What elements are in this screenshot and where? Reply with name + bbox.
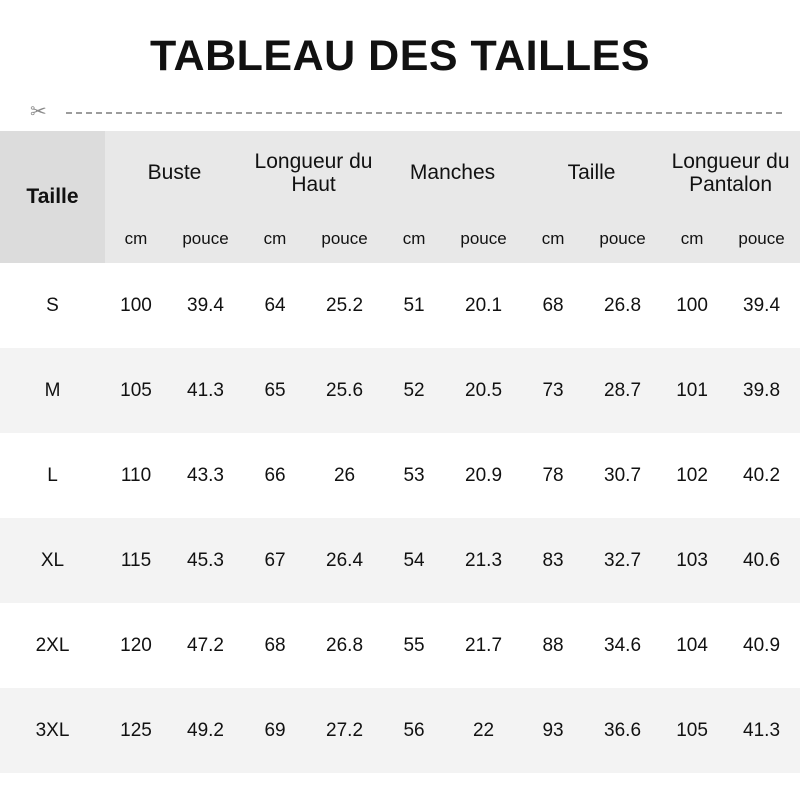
table-cell: 26.4: [306, 518, 383, 603]
table-cell: 67: [244, 518, 306, 603]
table-cell: 83: [522, 518, 584, 603]
table-cell: 34.6: [584, 603, 661, 688]
table-cell: 65: [244, 348, 306, 433]
table-cell: 40.2: [723, 433, 800, 518]
table-cell: 55: [383, 603, 445, 688]
table-cell: 47.2: [167, 603, 244, 688]
table-cell: 103: [661, 518, 723, 603]
table-cell: 27.2: [306, 688, 383, 773]
table-cell: 39.8: [723, 348, 800, 433]
table-cell: 26.8: [584, 263, 661, 348]
row-size-label: L: [0, 433, 105, 518]
table-row: [0, 603, 800, 688]
table-cell: 68: [522, 263, 584, 348]
table-cell: 28.7: [584, 348, 661, 433]
unit-cell: pouce: [584, 215, 661, 263]
table-cell: 104: [661, 603, 723, 688]
table-cell: 64: [244, 263, 306, 348]
table-cell: 20.9: [445, 433, 522, 518]
unit-cell: cm: [522, 215, 584, 263]
table-row: [0, 518, 800, 603]
table-row: [0, 348, 800, 433]
table-cell: 88: [522, 603, 584, 688]
header-group-longueur-du-haut: Longueur du Haut: [244, 131, 383, 215]
table-cell: 41.3: [167, 348, 244, 433]
table-cell: 39.4: [167, 263, 244, 348]
table-cell: 20.5: [445, 348, 522, 433]
row-size-label: 3XL: [0, 688, 105, 773]
table-cell: 21.3: [445, 518, 522, 603]
row-size-label: S: [0, 263, 105, 348]
table-row: [0, 263, 800, 348]
table-cell: 110: [105, 433, 167, 518]
unit-cell: cm: [105, 215, 167, 263]
row-size-label: M: [0, 348, 105, 433]
table-cell: 73: [522, 348, 584, 433]
unit-cell: pouce: [167, 215, 244, 263]
row-size-label: XL: [0, 518, 105, 603]
table-cell: 101: [661, 348, 723, 433]
table-cell: 53: [383, 433, 445, 518]
table-cell: 78: [522, 433, 584, 518]
table-row: [0, 688, 800, 773]
unit-cell: pouce: [445, 215, 522, 263]
table-cell: 68: [244, 603, 306, 688]
table-cell: 41.3: [723, 688, 800, 773]
row-size-label: 2XL: [0, 603, 105, 688]
table-cell: 51: [383, 263, 445, 348]
table-cell: 105: [661, 688, 723, 773]
unit-cell: cm: [244, 215, 306, 263]
scissors-icon: ✂: [30, 101, 47, 124]
table-cell: 36.6: [584, 688, 661, 773]
table-cell: 69: [244, 688, 306, 773]
dashed-line: [66, 112, 782, 114]
table-cell: 32.7: [584, 518, 661, 603]
unit-cell: pouce: [723, 215, 800, 263]
unit-cell: cm: [661, 215, 723, 263]
table-cell: 45.3: [167, 518, 244, 603]
table-cell: 66: [244, 433, 306, 518]
header-group-manches: Manches: [383, 131, 522, 215]
table-header-units: [0, 215, 800, 263]
size-table: [0, 131, 800, 773]
header-group-taille: Taille: [522, 131, 661, 215]
table-cell: 52: [383, 348, 445, 433]
unit-cell: cm: [383, 215, 445, 263]
table-cell: 102: [661, 433, 723, 518]
table-cell: 100: [661, 263, 723, 348]
table-cell: 26: [306, 433, 383, 518]
page-title: TABLEAU DES TAILLES: [149, 32, 650, 80]
table-cell: 39.4: [723, 263, 800, 348]
cut-here-divider: [0, 97, 800, 127]
header-group-longueur-du-pantalon: Longueur du Pantalon: [661, 131, 800, 215]
table-cell: 25.6: [306, 348, 383, 433]
table-cell: 100: [105, 263, 167, 348]
table-cell: 40.9: [723, 603, 800, 688]
table-cell: 49.2: [167, 688, 244, 773]
table-cell: 21.7: [445, 603, 522, 688]
table-cell: 25.2: [306, 263, 383, 348]
table-header-groups: [0, 131, 800, 215]
table-cell: 105: [105, 348, 167, 433]
table-cell: 93: [522, 688, 584, 773]
table-cell: 26.8: [306, 603, 383, 688]
table-cell: 20.1: [445, 263, 522, 348]
table-cell: 43.3: [167, 433, 244, 518]
table-cell: 22: [445, 688, 522, 773]
table-cell: 125: [105, 688, 167, 773]
table-cell: 56: [383, 688, 445, 773]
unit-cell: pouce: [306, 215, 383, 263]
table-cell: 30.7: [584, 433, 661, 518]
table-cell: 40.6: [723, 518, 800, 603]
header-size: Taille: [0, 131, 105, 263]
table-cell: 54: [383, 518, 445, 603]
table-cell: 115: [105, 518, 167, 603]
header-group-buste: Buste: [105, 131, 244, 215]
table-cell: 120: [105, 603, 167, 688]
table-row: [0, 433, 800, 518]
